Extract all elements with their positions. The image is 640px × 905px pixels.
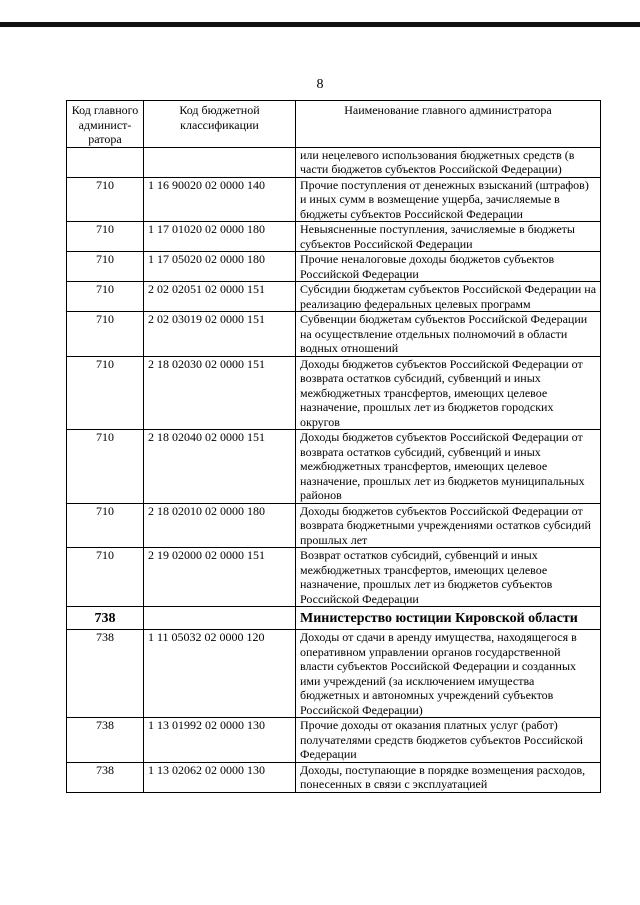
table-row	[67, 356, 601, 430]
admin-name-cell: Невыясненные поступления, зачисляемые в бюджеты субъектов Российской Федерации	[296, 222, 601, 252]
table-row	[67, 503, 601, 548]
budget-code-cell: 1 13 02062 02 0000 130	[144, 762, 296, 792]
table-body	[67, 147, 601, 792]
admin-name-cell: Доходы, поступающие в порядке возмещения расходов, понесенных в связи с эксплуатацией	[296, 762, 601, 792]
budget-code-cell: 2 19 02000 02 0000 151	[144, 548, 296, 607]
table-header-row	[67, 101, 601, 148]
admin-name-cell: Прочие неналоговые доходы бюджетов субъектов Российской Федерации	[296, 252, 601, 282]
admin-code-cell: 710	[67, 282, 144, 312]
table-row	[67, 312, 601, 357]
table-row	[67, 762, 601, 792]
budget-code-cell: 1 11 05032 02 0000 120	[144, 630, 296, 718]
table-row	[67, 147, 601, 177]
header-budget-code: Код бюджетной классификации	[144, 101, 296, 148]
admin-name-cell: Прочие доходы от оказания платных услуг (работ) получателями средств бюджетов субъектов Российской Федерации	[296, 718, 601, 763]
admin-name-cell: Возврат остатков субсидий, субвенций и иных межбюджетных трансфертов, имеющих целевое назначение, прошлых лет из бюджетов субъектов Российской Федерации	[296, 548, 601, 607]
budget-code-cell: 2 18 02040 02 0000 151	[144, 430, 296, 504]
table-row	[67, 548, 601, 607]
table-row	[67, 222, 601, 252]
admin-code-cell: 710	[67, 548, 144, 607]
budget-code-cell	[144, 147, 296, 177]
admin-name-cell: Доходы от сдачи в аренду имущества, находящегося в оперативном управлении органов государственной власти субъектов Российской Федерации и созданных ими учреждений (за исключением имущества бюджетных и автономных учреждений субъектов Российской Федерации)	[296, 630, 601, 718]
admin-code-cell: 738	[67, 718, 144, 763]
ministry-row	[67, 607, 601, 630]
admin-name-cell: Доходы бюджетов субъектов Российской Федерации от возврата остатков субсидий, субвенций и иных межбюджетных трансфертов, имеющих целевое назначение, прошлых лет из бюджетов муниципальных районов	[296, 430, 601, 504]
table-row	[67, 630, 601, 718]
admin-name-cell: Прочие поступления от денежных взысканий (штрафов) и иных сумм в возмещение ущерба, зачисляемые в бюджеты субъектов Российской Федерации	[296, 177, 601, 222]
page-number: 8	[316, 77, 324, 92]
table-row	[67, 177, 601, 222]
admin-code-cell: 710	[67, 356, 144, 430]
admin-code-cell: 710	[67, 252, 144, 282]
admin-code-cell: 710	[67, 312, 144, 357]
budget-code-cell: 1 13 01992 02 0000 130	[144, 718, 296, 763]
header-admin-name: Наименование главного администратора	[296, 101, 601, 148]
budget-code-cell: 1 16 90020 02 0000 140	[144, 177, 296, 222]
admin-name-cell: или нецелевого использования бюджетных средств (в части бюджетов субъектов Российской Федерации)	[296, 147, 601, 177]
budget-classification-table	[66, 100, 601, 793]
budget-code-cell: 1 17 01020 02 0000 180	[144, 222, 296, 252]
budget-code-cell: 2 02 03019 02 0000 151	[144, 312, 296, 357]
admin-code-cell: 710	[67, 430, 144, 504]
budget-code-cell: 2 18 02030 02 0000 151	[144, 356, 296, 430]
budget-code-cell: 2 02 02051 02 0000 151	[144, 282, 296, 312]
budget-code-cell: 1 17 05020 02 0000 180	[144, 252, 296, 282]
budget-code-cell	[144, 607, 296, 630]
budget-code-cell: 2 18 02010 02 0000 180	[144, 503, 296, 548]
admin-code-cell: 738	[67, 607, 144, 630]
admin-name-cell: Министерство юстиции Кировской области	[296, 607, 601, 630]
top-rule	[0, 22, 640, 27]
admin-code-cell: 710	[67, 222, 144, 252]
admin-name-cell: Субсидии бюджетам субъектов Российской Федерации на реализацию федеральных целевых программ	[296, 282, 601, 312]
admin-name-cell: Доходы бюджетов субъектов Российской Федерации от возврата остатков субсидий, субвенций и иных межбюджетных трансфертов, имеющих целевое назначение, прошлых лет из бюджетов городских округов	[296, 356, 601, 430]
admin-code-cell: 738	[67, 762, 144, 792]
admin-code-cell	[67, 147, 144, 177]
admin-name-cell: Доходы бюджетов субъектов Российской Федерации от возврата бюджетными учреждениями остатков субсидий прошлых лет	[296, 503, 601, 548]
header-admin-code: Код главного админист-ратора	[67, 101, 144, 148]
admin-name-cell: Субвенции бюджетам субъектов Российской Федерации на осуществление отдельных полномочий в области водных отношений	[296, 312, 601, 357]
admin-code-cell: 738	[67, 630, 144, 718]
admin-code-cell: 710	[67, 503, 144, 548]
table-row	[67, 282, 601, 312]
table-row	[67, 430, 601, 504]
table-row	[67, 252, 601, 282]
admin-code-cell: 710	[67, 177, 144, 222]
table-row	[67, 718, 601, 763]
